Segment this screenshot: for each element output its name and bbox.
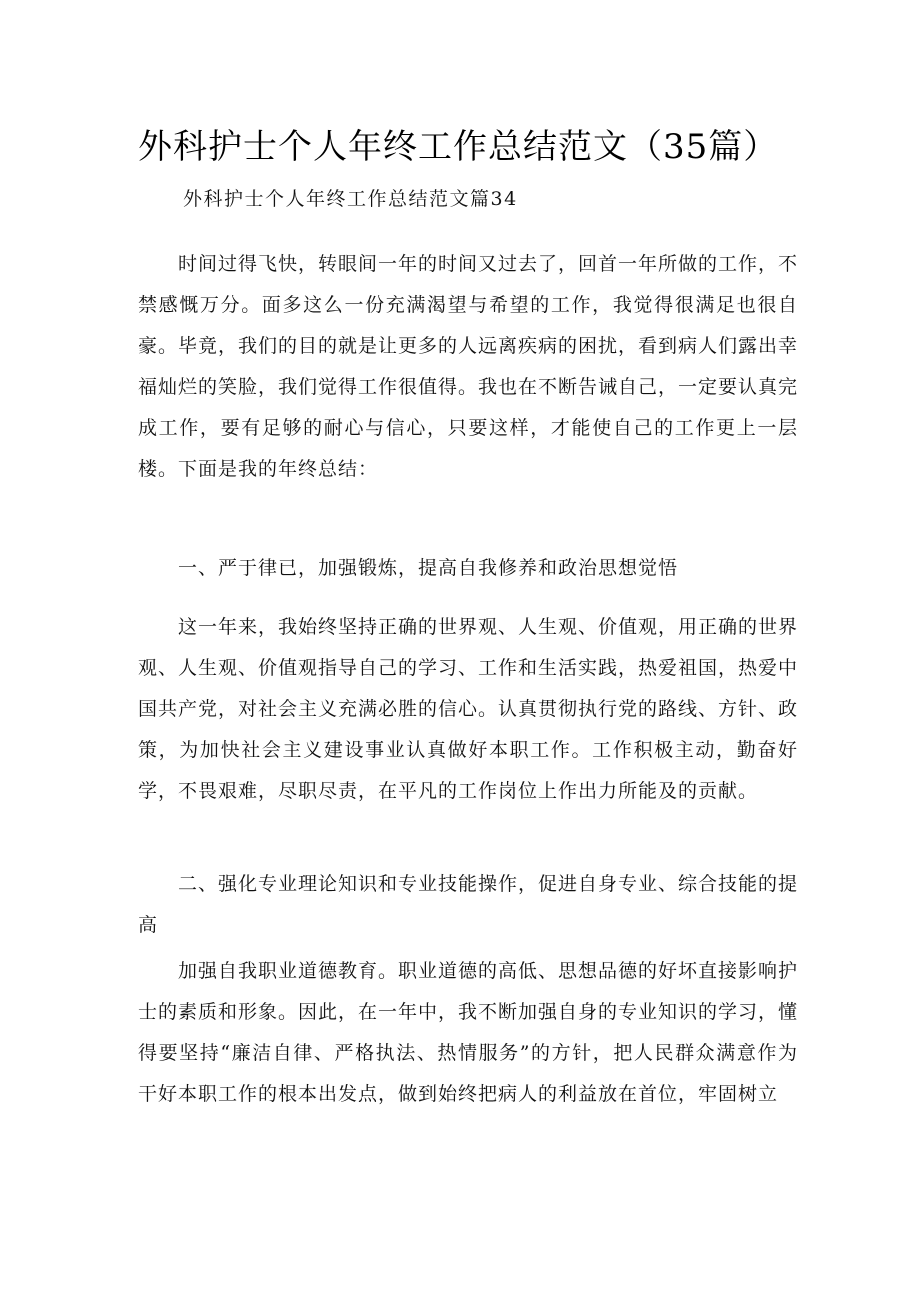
paragraph-section-2: 加强自我职业道德教育。职业道德的高低、思想品德的好坏直接影响护士的素质和形象。因此，在一年中，我不断加强自身的专业知识的学习，懂得要坚持“廉洁自律、严格执法、热情服务”的方针，把人民群众满意作为干好本职工作的根本出发点，做到始终把病人的利益放在首位，牢固树立 bbox=[138, 960, 799, 1105]
section-heading-1: 一、严于律已，加强锻炼，提高自我修养和政治思想觉悟 bbox=[178, 557, 679, 579]
paragraph-intro: 时间过得飞快，转眼间一年的时间又过去了，回首一年所做的工作，不禁感慨万分。面多这么一份充满渴望与希望的工作，我觉得很满足也很自豪。毕竟，我们的目的就是让更多的人远离疾病的困扰，看到病人们露出幸福灿烂的笑脸，我们觉得工作很值得。我也在不断告诫自己，一定要认真完成工作，要有足够的耐心与信心，只要这样，才能使自己的工作更上一层楼。下面是我的年终总结： bbox=[138, 253, 799, 480]
paragraph-section-1: 这一年来，我始终坚持正确的世界观、人生观、价值观，用正确的世界观、人生观、价值观指导自己的学习、工作和生活实践，热爱祖国，热爱中国共产党，对社会主义充满必胜的信心。认真贯彻执行党的路线、方针、政策，为加快社会主义建设事业认真做好本职工作。工作积极主动，勤奋好学，不畏艰难，尽职尽责，在平凡的工作岗位上作出力所能及的贡献。 bbox=[138, 616, 799, 802]
section-heading-2: 二、强化专业理论知识和专业技能操作，促进自身专业、综合技能的提高 bbox=[138, 873, 799, 936]
document-subtitle: 外科护士个人年终工作总结范文篇34 bbox=[183, 188, 518, 210]
document-title: 外科护士个人年终工作总结范文（35篇） bbox=[138, 127, 779, 167]
